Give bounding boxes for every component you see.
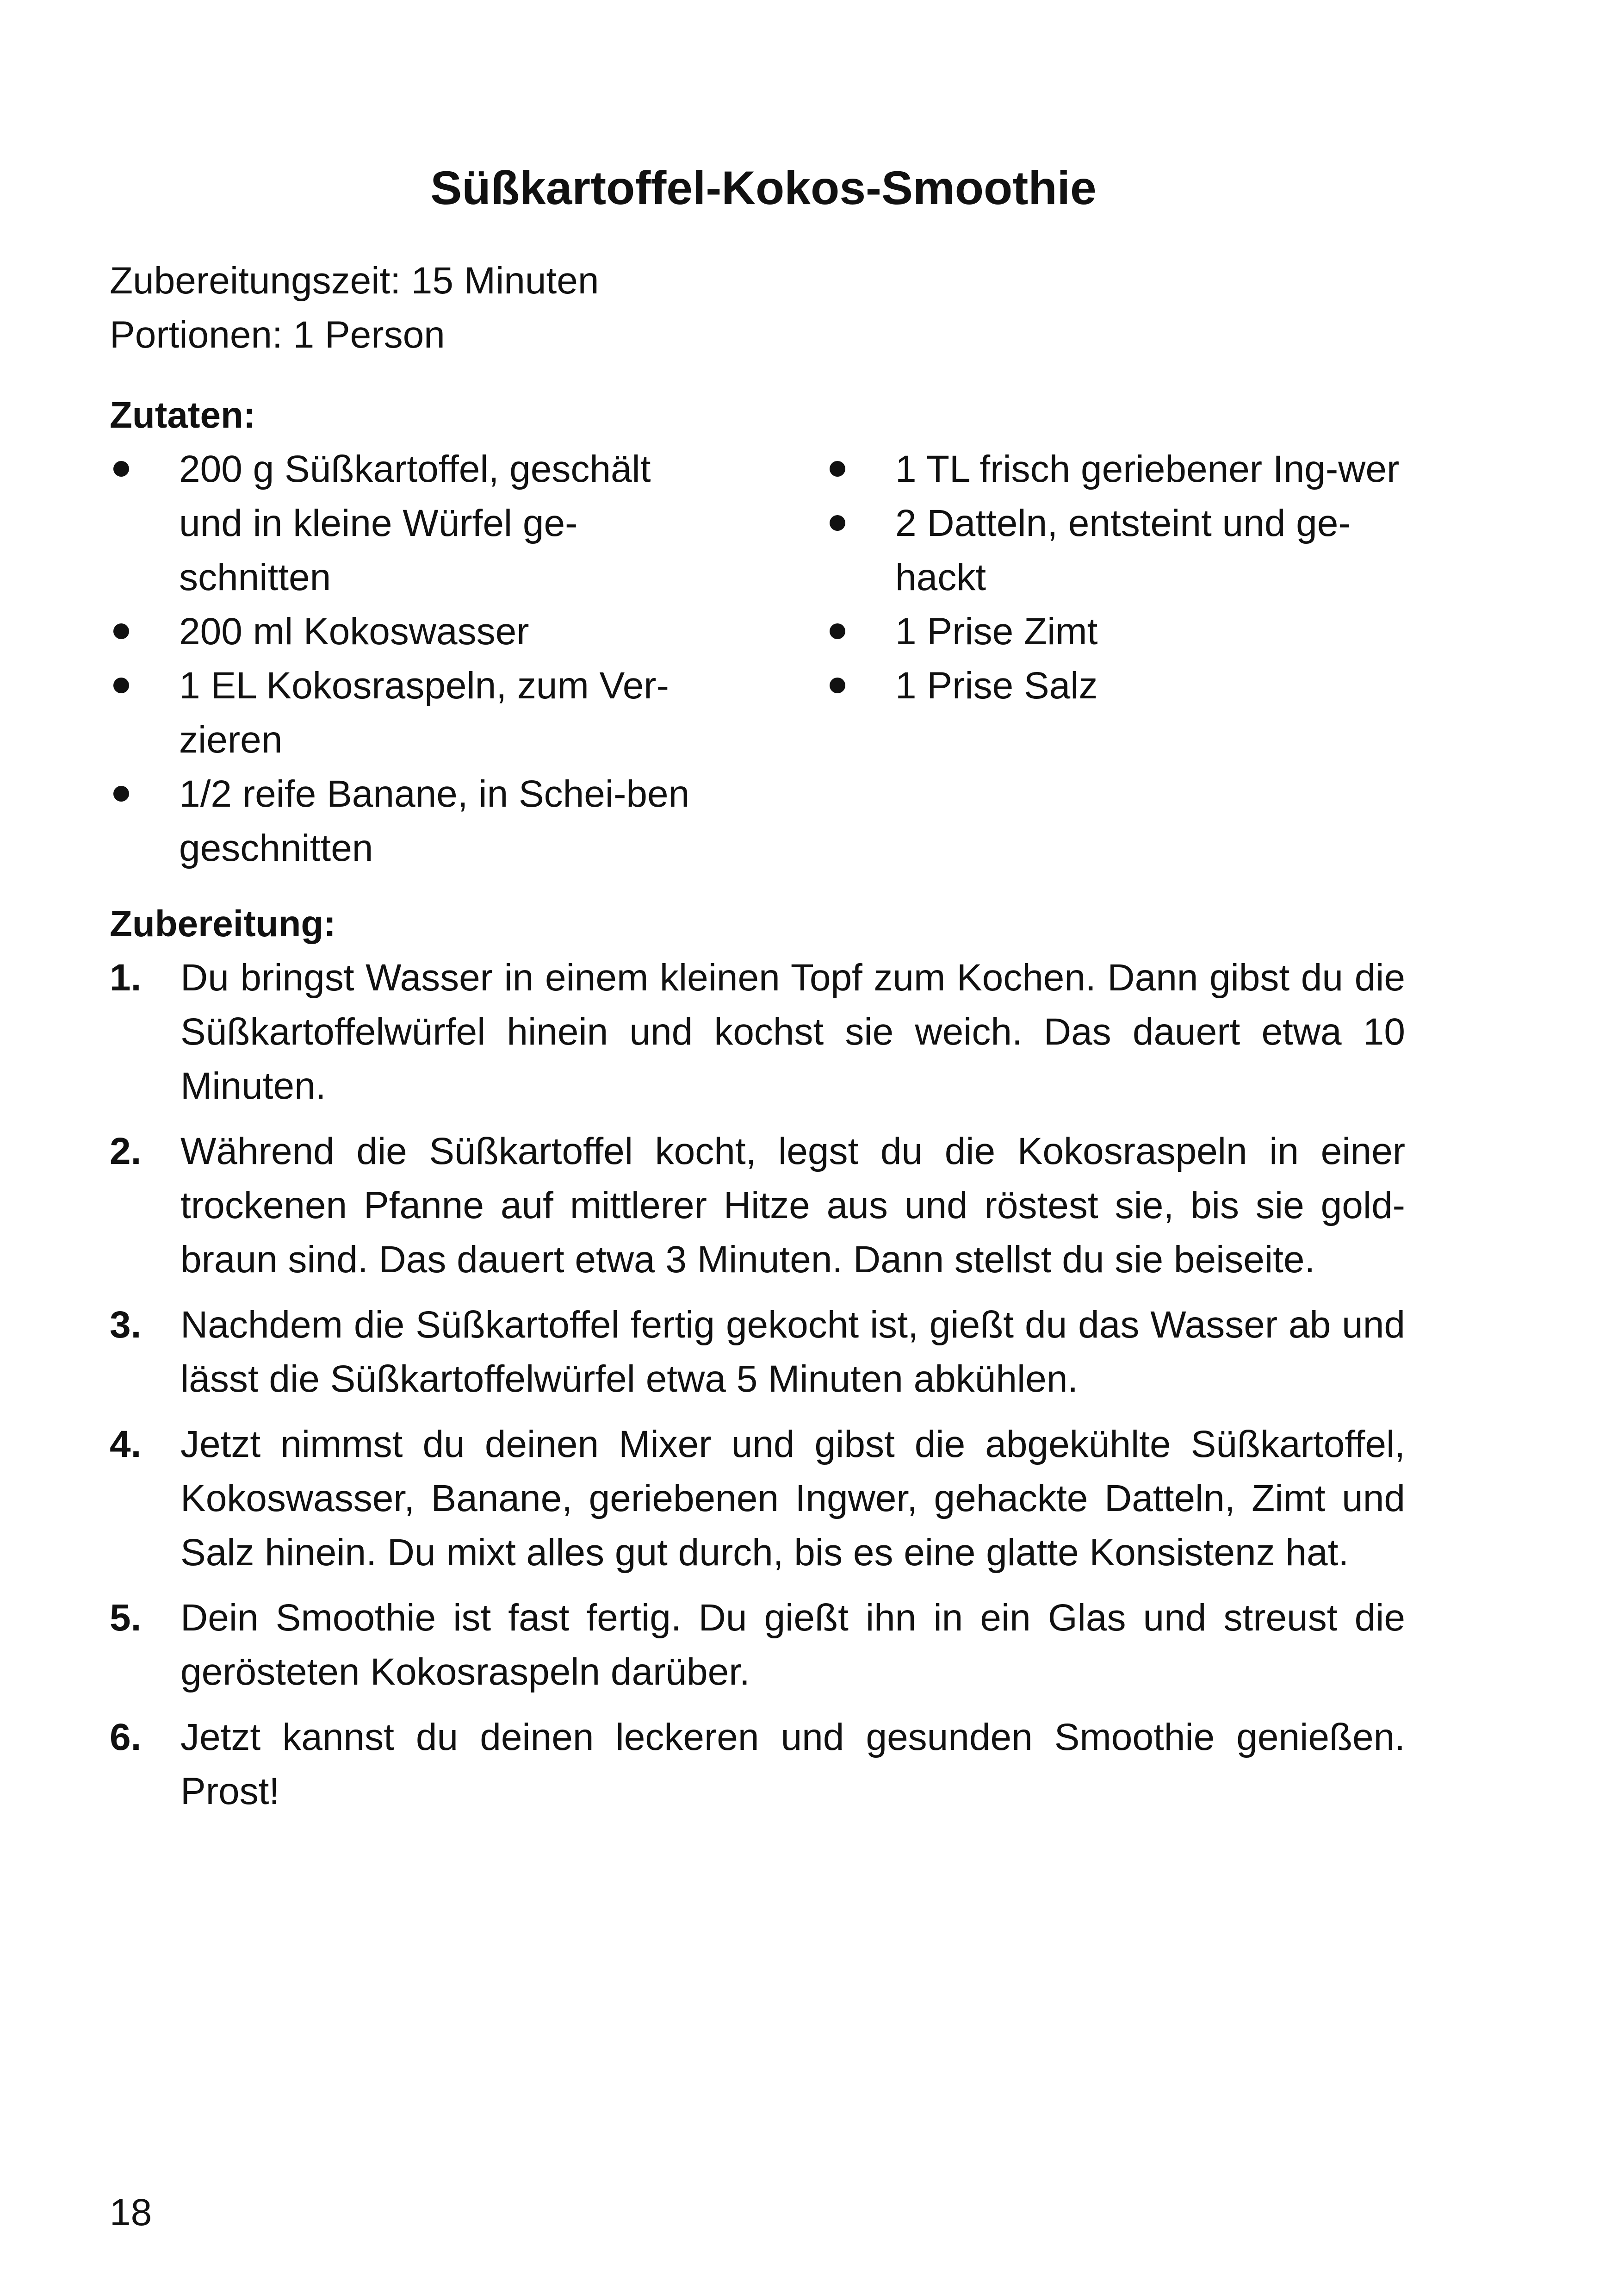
step-number: 4.	[110, 1423, 142, 1465]
ingredient-item	[826, 496, 1437, 604]
ingredient-item	[826, 659, 1437, 713]
ingredient-text: 1/2 reife Banane, in Schei-ben geschnitten	[179, 773, 690, 869]
ingredients-list-right	[826, 442, 1437, 713]
step-item	[110, 1710, 1405, 1818]
step-number: 2.	[110, 1130, 142, 1172]
page-number: 18	[110, 2191, 152, 2234]
ingredient-item	[826, 442, 1437, 496]
ingredient-text: 1 EL Kokosraspeln, zum Ver-zieren	[179, 665, 669, 761]
step-text: Jetzt kannst du deinen leckeren und gesunden Smoothie genießen. Prost!	[180, 1716, 1405, 1812]
bullet-icon	[830, 678, 845, 693]
step-text: Jetzt nimmst du deinen Mixer und gibst die abgekühlte Süßkartoffel, Kokoswasser, Banane, geriebenen Ingwer, gehackte Datteln, Zimt und Salz hinein. Du mixt alles gut durch, bis es eine glatte Konsistenz hat.	[180, 1423, 1405, 1574]
step-number: 3.	[110, 1304, 142, 1346]
ingredients-heading: Zutaten:	[110, 394, 256, 436]
bullet-icon	[830, 623, 845, 639]
bullet-icon	[113, 461, 129, 477]
bullet-icon	[113, 786, 129, 802]
ingredient-text: 1 Prise Salz	[895, 665, 1098, 707]
bullet-icon	[113, 623, 129, 639]
step-number: 1.	[110, 957, 142, 999]
step-item	[110, 951, 1405, 1113]
bullet-icon	[113, 678, 129, 693]
step-text: Während die Süßkartoffel kocht, legst du die Kokosraspeln in einer trockenen Pfanne auf mittlerer Hitze aus und röstest sie, bis sie gold-braun sind. Das dauert etwa 3 Minuten. Dann stellst du sie beiseite.	[180, 1130, 1405, 1281]
ingredient-text: 200 g Süßkartoffel, geschält und in kleine Würfel ge-schnitten	[179, 448, 651, 598]
ingredient-item	[110, 767, 720, 875]
bullet-icon	[830, 515, 845, 531]
bullet-icon	[830, 461, 845, 477]
ingredient-item	[110, 604, 720, 659]
step-item	[110, 1591, 1405, 1699]
servings: Portionen: 1 Person	[110, 314, 445, 356]
recipe-title: Süßkartoffel-Kokos-Smoothie	[430, 162, 1097, 214]
step-item	[110, 1124, 1405, 1287]
step-text: Du bringst Wasser in einem kleinen Topf zum Kochen. Dann gibst du die Süßkartoffelwürfel hinein und kochst sie weich. Das dauert etwa 10 Minuten.	[180, 957, 1405, 1107]
step-number: 5.	[110, 1597, 142, 1639]
recipe-meta	[110, 254, 599, 362]
ingredient-item	[110, 659, 720, 767]
ingredient-item	[826, 604, 1437, 659]
step-number: 6.	[110, 1716, 142, 1758]
prep-time: Zubereitungszeit: 15 Minuten	[110, 260, 599, 302]
preparation-steps	[110, 951, 1405, 1829]
ingredient-text: 200 ml Kokoswasser	[179, 610, 529, 653]
step-item	[110, 1298, 1405, 1406]
ingredients-list-left	[110, 442, 720, 875]
step-text: Nachdem die Süßkartoffel fertig gekocht ist, gießt du das Wasser ab und lässt die Süßkartoffelwürfel etwa 5 Minuten abkühlen.	[180, 1304, 1405, 1400]
ingredient-text: 1 TL frisch geriebener Ing-wer	[895, 448, 1400, 490]
ingredient-text: 2 Datteln, entsteint und ge-hackt	[895, 502, 1351, 598]
ingredient-item	[110, 442, 720, 604]
step-text: Dein Smoothie ist fast fertig. Du gießt ihn in ein Glas und streust die gerösteten Kokosraspeln darüber.	[180, 1597, 1405, 1693]
preparation-heading: Zubereitung:	[110, 903, 336, 944]
step-item	[110, 1417, 1405, 1580]
ingredient-text: 1 Prise Zimt	[895, 610, 1098, 653]
